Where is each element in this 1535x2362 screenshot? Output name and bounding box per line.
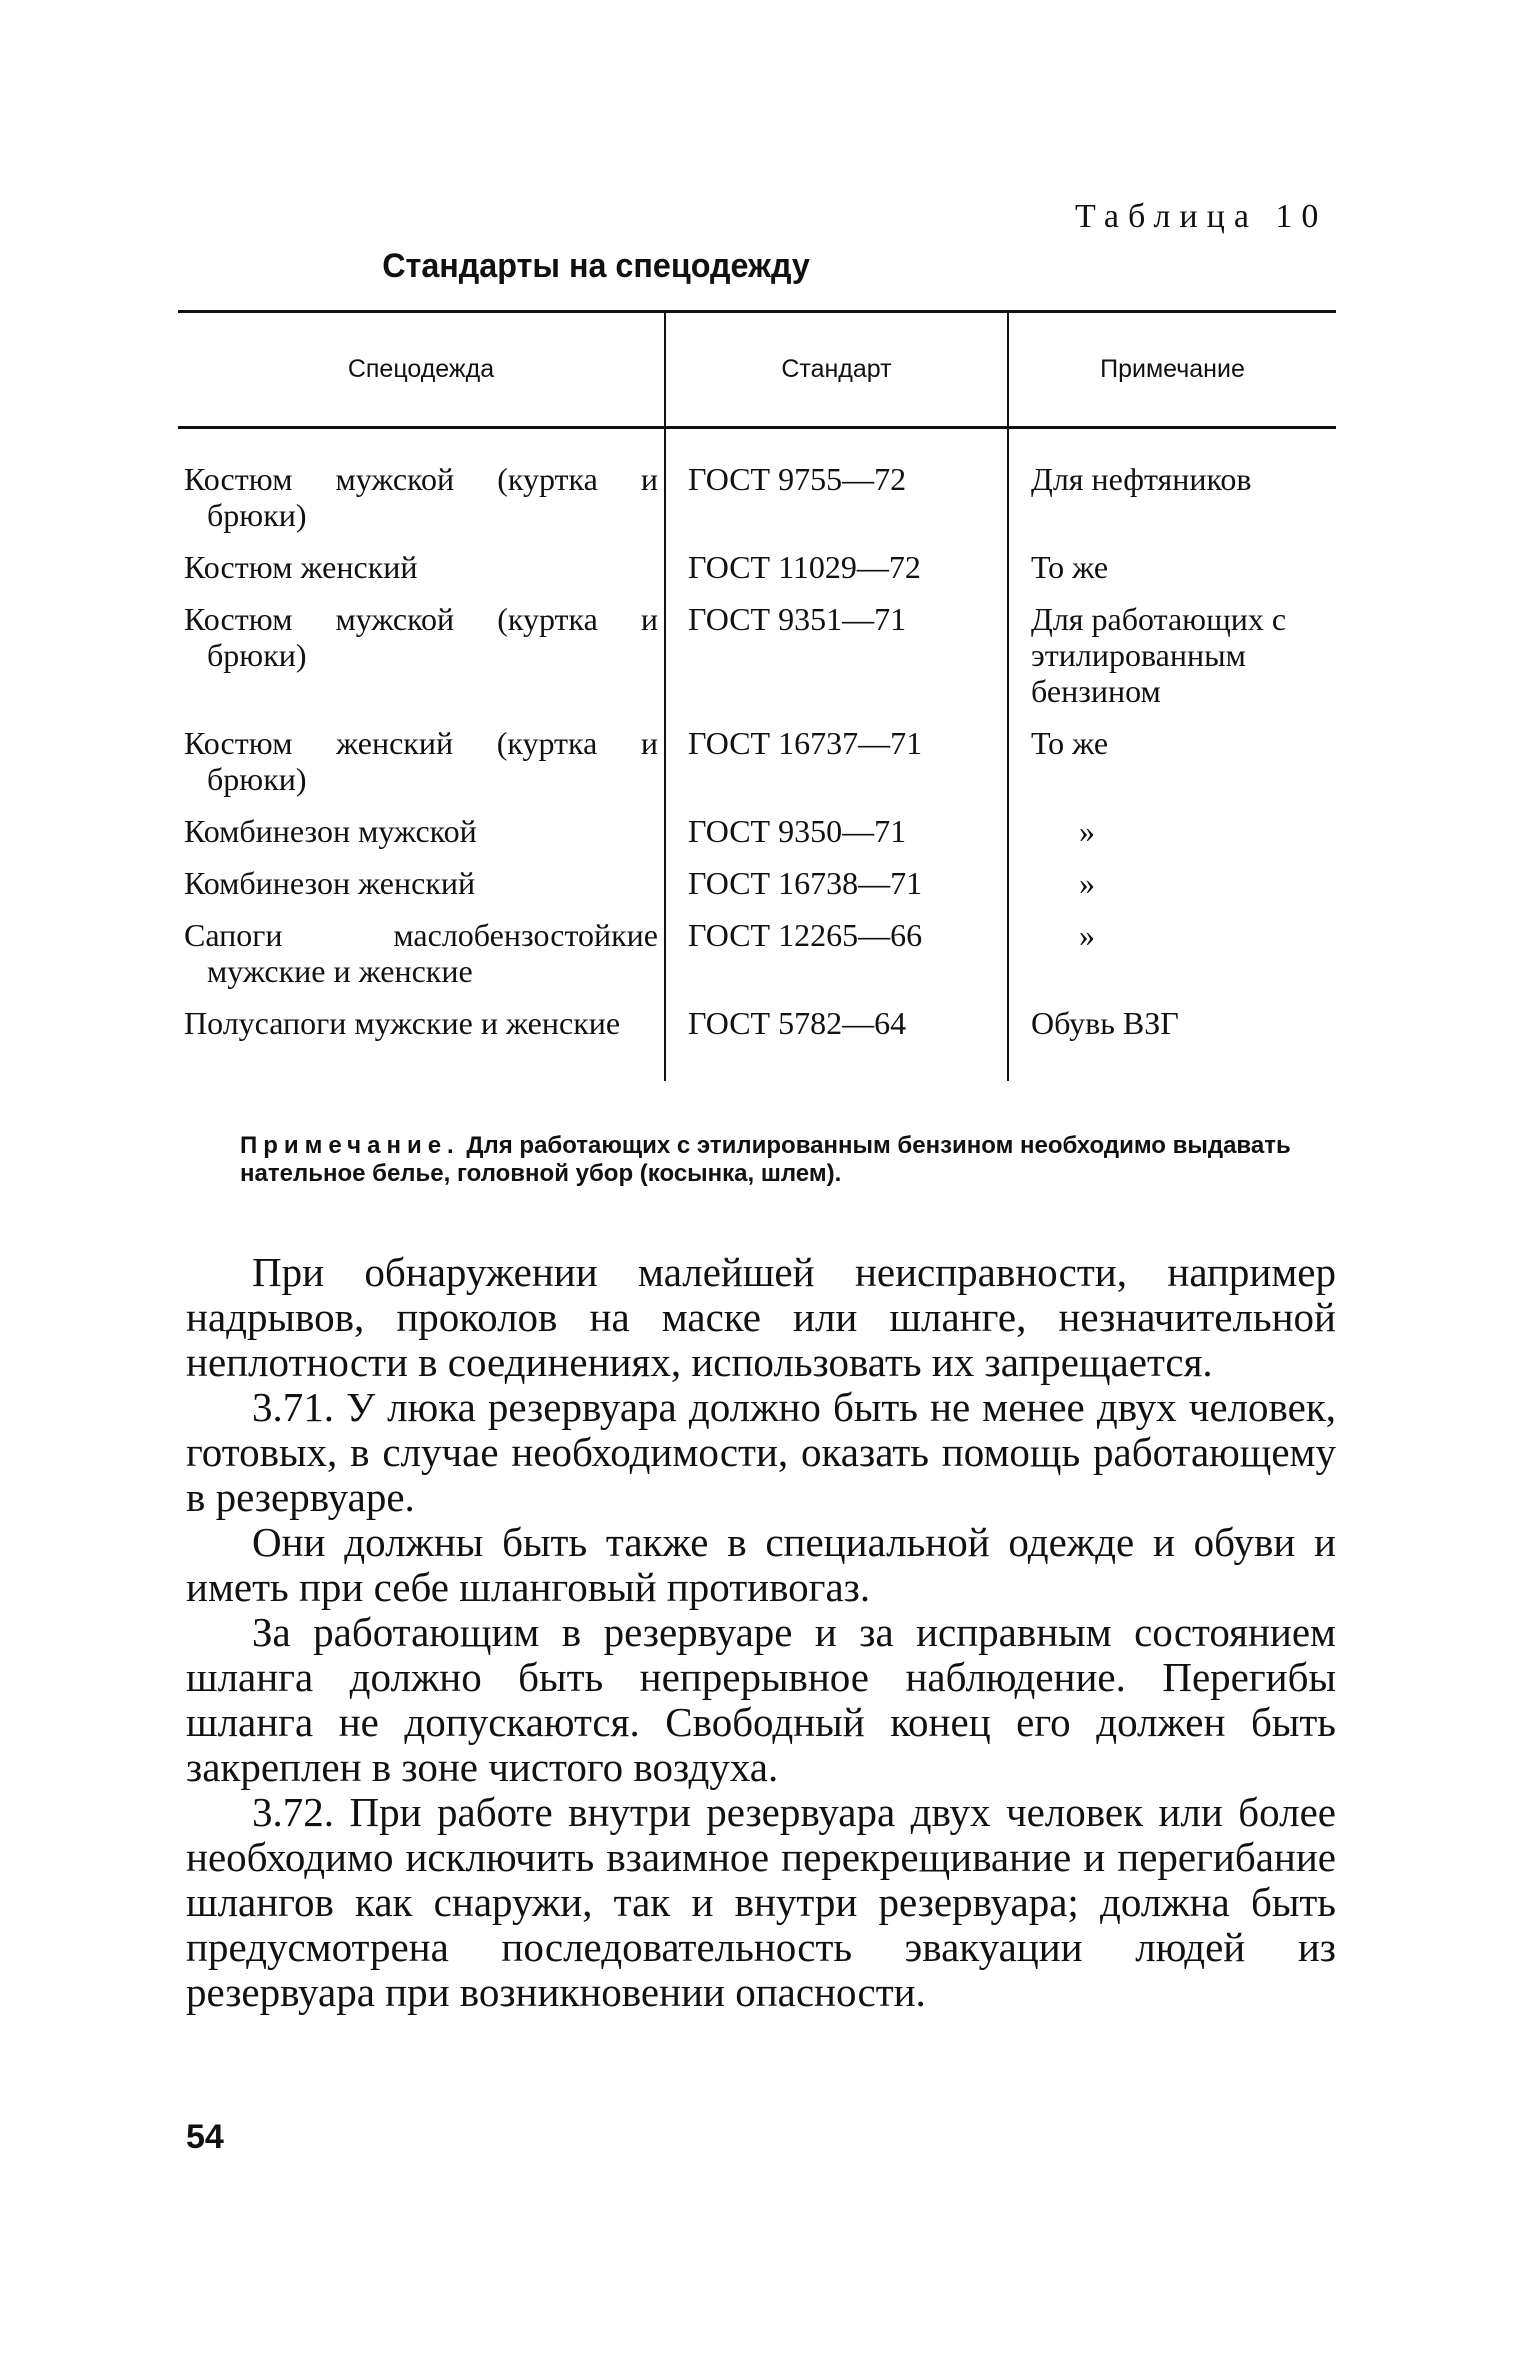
paragraph: При обнаружении малейшей неисправности, например надрывов, проколов на маске или шланге, незначительной неплотности в соединениях, использовать их запрещается. [186,1249,1336,1385]
standard-cell: ГОСТ 9350—71 [665,813,1008,865]
garment-cell: Сапоги маслобензостойкие мужские и женские [184,917,658,989]
standard-cell: ГОСТ 16737—71 [665,725,1008,813]
standard-cell: ГОСТ 12265—66 [665,917,1008,1005]
footnote-text: Для работающих с этилированным бензином необходимо выдавать нательное белье, головной убор (косынка, шлем). [240,1132,1291,1187]
page-number: 54 [186,2118,224,2156]
standard-cell: ГОСТ 11029—72 [665,549,1008,601]
standard-cell: ГОСТ 9755—72 [665,428,1008,550]
body-text [186,1250,1336,2015]
standards-table [178,310,1336,1081]
note-cell: Для нефтяников [1008,428,1336,550]
paragraph: 3.72. При работе внутри резервуара двух человек или более необходимо исключить взаимное перекрещивание и перегибание шлангов как снаружи, так и внутри резервуара; должна быть предусмотрена последовательность эвакуации людей из резервуара при возникновении опасности. [186,1789,1336,2015]
table-row [178,549,1336,601]
paragraph: 3.71. У люка резервуара должно быть не менее двух человек, готовых, в случае необходимости, оказать помощь работающему в резервуаре. [186,1384,1336,1520]
note-cell: Для работающих с этилированным бензином [1008,601,1336,725]
garment-cell: Костюм мужской (куртка и брюки) [184,601,658,673]
table-row [178,1005,1336,1081]
table-row [178,865,1336,917]
table-row [178,428,1336,550]
garment-cell: Костюм женский [184,549,418,585]
garment-cell: Комбинезон женский [184,865,476,901]
note-cell: » [1008,917,1336,1005]
note-cell: То же [1008,549,1336,601]
standard-cell: ГОСТ 9351—71 [665,601,1008,725]
standard-cell: ГОСТ 5782—64 [665,1005,1008,1081]
note-cell: Обувь ВЗГ [1008,1005,1336,1081]
footnote-lead: Примечание. [240,1132,460,1159]
table-number-label: Таблица 10 [1075,198,1328,235]
paragraph: За работающим в резервуаре и за исправным состоянием шланга должно быть непрерывное наблюдение. Перегибы шланга не допускаются. Свободный конец его должен быть закреплен в зоне чистого воздуха. [186,1609,1336,1790]
note-cell: » [1008,865,1336,917]
table-footnote [240,1132,1340,1188]
column-header-note: Примечание [1008,312,1336,428]
garment-cell: Полусапоги мужские и женские [184,1005,621,1041]
note-cell: » [1008,813,1336,865]
garment-cell: Комбинезон мужской [184,813,477,849]
paragraph: Они должны быть также в специальной одежде и обуви и иметь при себе шланговый противогаз. [186,1519,1336,1610]
table-title: Стандарты на спецодежду [382,247,810,285]
table-row [178,813,1336,865]
column-header-garment: Спецодежда [178,312,665,428]
note-cell: То же [1008,725,1336,813]
table-row [178,601,1336,725]
garment-cell: Костюм мужской (куртка и брюки) [184,461,658,533]
column-header-standard: Стандарт [665,312,1008,428]
table-header-row [178,312,1336,428]
table-row [178,725,1336,813]
standard-cell: ГОСТ 16738—71 [665,865,1008,917]
garment-cell: Костюм женский (куртка и брюки) [184,725,658,797]
table-row [178,917,1336,1005]
